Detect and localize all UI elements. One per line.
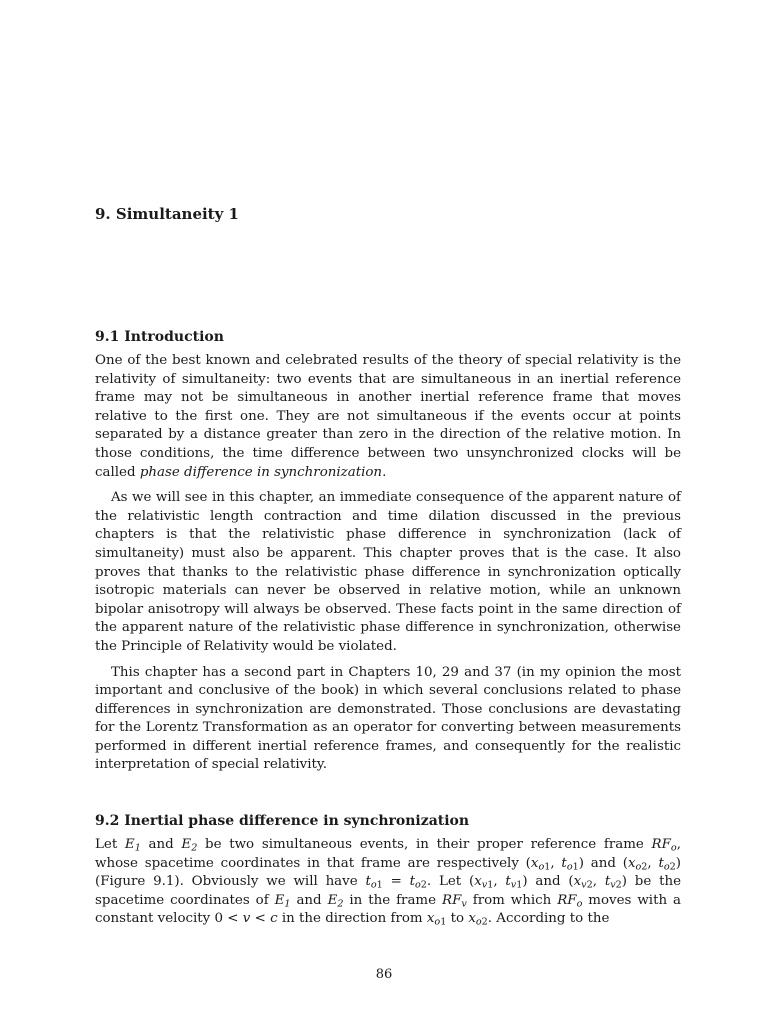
math-xo1: $x_{o1}$ <box>426 911 447 928</box>
math-e2: $E_2$ <box>181 837 198 854</box>
text-run: . Let <box>426 874 469 890</box>
section-title-inertial-phase: 9.2 Inertial phase difference in synchronization <box>95 813 470 829</box>
text-run: in the direction from <box>277 911 427 927</box>
chapter-title: 9. Simultaneity 1 <box>95 205 239 223</box>
math-e1: $E_1$ <box>124 837 141 854</box>
math-e1: $E_1$ <box>274 892 291 910</box>
text-run: , whose spacetime coordinates in that frame are respectively <box>95 837 681 871</box>
paragraph-2: As we will see in this chapter, an immediate consequence of the apparent nature of the relativistic length contraction and time dilation discussed in the previous chapters is that the relativistic phase difference in synchronization (lack of simultaneity) must also be apparent. This chapter proves that is the case. It also proves that thanks to the relativistic phase difference in synchronization optically isotropic materials can never be observed in relative motion, while an unknown bipolar anisotropy will always be observed. These facts point in the same direction of the apparent nature of the relativistic phase difference in synchronization, otherwise the Principle of Relativity would be violated. <box>95 490 681 654</box>
page-number: 86 <box>375 967 393 982</box>
paragraph-3: This chapter has a second part in Chapters 10, 29 and 37 (in my opinion the most important and conclusive of the book) in which several conclusions related to phase differences in synchronization are demonstrated. Those conclusions are devastating for the Lorentz Transformation as an operator for converting between measurements performed in different inertial reference frames, and consequently for the realistic interpretation of special relativity. <box>95 664 681 773</box>
text-run: and <box>140 837 182 852</box>
math-coord-v1: ($x_{v1}$, $t_{v1}$) <box>468 874 528 891</box>
text-run: from which <box>466 892 558 908</box>
text-run: and <box>527 874 569 890</box>
math-coord-o1: ($x_{o1}$, $t_{o1}$) <box>525 855 584 872</box>
math-e2: $E_2$ <box>327 892 344 910</box>
paragraph-1 <box>95 352 681 482</box>
math-rfv: $RF_v$ <box>441 892 467 910</box>
text-run: in the frame <box>343 892 442 908</box>
text-run: and <box>290 892 328 908</box>
math-rfo: $RF_o$ <box>651 837 677 854</box>
section-title-introduction: 9.1 Introduction <box>95 329 224 345</box>
math-equal-times: $t_{o1} = t_{o2}$ <box>365 874 427 891</box>
paragraph-1-text: One of the best known and celebrated results of the theory of special relativity is the relativity of simultaneity: two events that are simultaneous in an inertial reference frame may not be simultaneous in another inertial reference frame that moves relative to the first one. They are not simultaneous if the events occur at points separated by a distance greater than zero in the direction of the relative motion. In those conditions, the time difference between two unsynchronized clocks will be called <box>95 353 681 480</box>
paragraph-4 <box>95 836 681 929</box>
text-run: be the spacetime coordinates of <box>95 874 682 908</box>
text-run: (Figure 9.1). Obviously we will have <box>95 874 366 890</box>
section-introduction-body <box>95 352 681 782</box>
text-run: moves with a constant velocity <box>95 892 682 927</box>
paragraph-1-emphasis: phase difference in synchronization <box>139 464 383 480</box>
paragraph-1-end: . <box>382 464 387 480</box>
math-velocity-range: 0 < v < c <box>214 911 278 927</box>
text-run: and <box>583 855 623 871</box>
math-xo2: $x_{o2}$ <box>468 911 488 928</box>
math-coord-o2: ($x_{o2}$, $t_{o2}$) <box>622 855 681 872</box>
math-coord-v2: ($x_{v2}$, $t_{v2}$) <box>568 874 628 891</box>
text-run: Let <box>95 837 125 852</box>
text-run: . According to the <box>487 911 610 927</box>
text-run: be two simultaneous events, in their proper reference frame <box>197 837 652 852</box>
section-inertial-phase-body <box>95 836 681 936</box>
math-rfo: $RF_o$ <box>557 892 583 910</box>
text-run: to <box>446 911 469 927</box>
